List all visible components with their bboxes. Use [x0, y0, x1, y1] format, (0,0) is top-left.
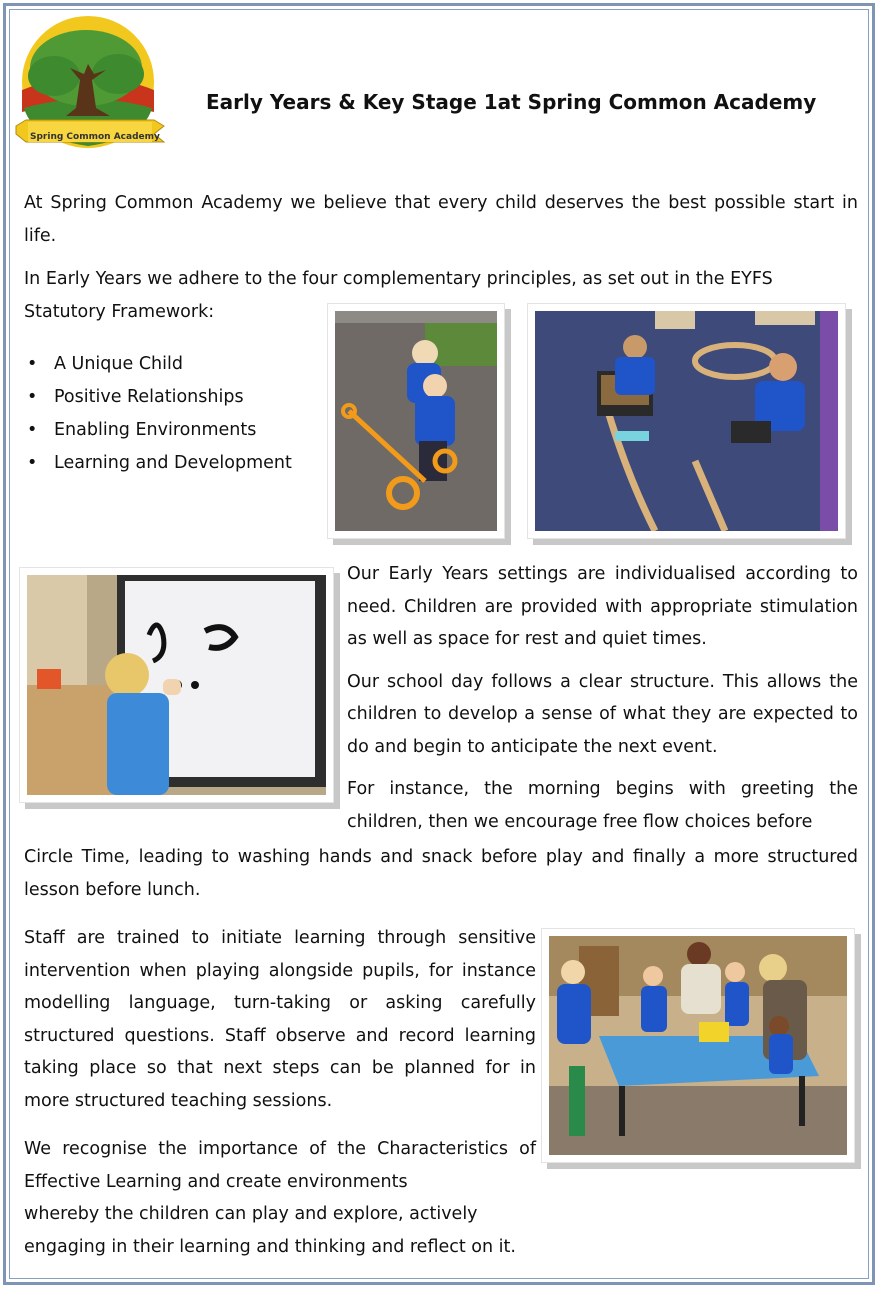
- list-item: • A Unique Child: [24, 348, 292, 381]
- settings-paragraph-3a: For instance, the morning begins with greeting the children, then we encourage free flow choices before: [347, 779, 858, 832]
- photo-train-track: [527, 303, 846, 539]
- settings-text-continued: [24, 841, 858, 906]
- staff-paragraph-1: Staff are trained to initiate learning through sensitive intervention when playing alongside pupils, for instance modelling language, turn-taking or asking carefully structured questions. Staff observe and record learning taking place so that next steps can be planned for in more structured teaching sessions.: [24, 928, 536, 1111]
- intro-paragraph-1: At Spring Common Academy we believe that every child deserves the best possible start in life.: [24, 193, 858, 246]
- staff-paragraph-2a: We recognise the importance of the Characteristics of Effective Learning and create environments: [24, 1139, 536, 1192]
- list-item: • Learning and Development: [24, 447, 292, 480]
- photo-whiteboard: [19, 567, 334, 803]
- principles-list: [24, 348, 292, 480]
- staff-text: [24, 922, 536, 1263]
- staff-paragraph-2c: engaging in their learning and thinking and reflect on it.: [24, 1236, 516, 1257]
- photo-water-table: [541, 928, 855, 1163]
- staff-paragraph-2b: whereby the children can play and explore, actively: [24, 1204, 478, 1224]
- page-title: Early Years & Key Stage 1at Spring Common Academy: [206, 90, 817, 114]
- settings-paragraph-3b: Circle Time, leading to washing hands and snack before play and finally a more structured lesson before lunch.: [24, 847, 858, 900]
- list-item: • Enabling Environments: [24, 414, 292, 447]
- intro-text: [24, 187, 858, 252]
- intro-paragraph-2-text: In Early Years we adhere to the four complementary principles, as set out in the EYFS Statutory Framework:: [24, 269, 773, 322]
- school-logo-icon: [14, 16, 166, 158]
- list-item: • Positive Relationships: [24, 381, 292, 414]
- settings-paragraph-2: Our school day follows a clear structure. This allows the children to develop a sense of what they are expected to do and begin to anticipate the next event.: [347, 671, 858, 757]
- settings-paragraph-1: Our Early Years settings are individualised according to need. Children are provided with appropriate stimulation as well as space for rest and quiet times.: [347, 564, 858, 649]
- logo-text: Spring Common Academy: [30, 132, 160, 142]
- settings-text: [347, 558, 858, 838]
- photo-tricycle: [327, 303, 505, 539]
